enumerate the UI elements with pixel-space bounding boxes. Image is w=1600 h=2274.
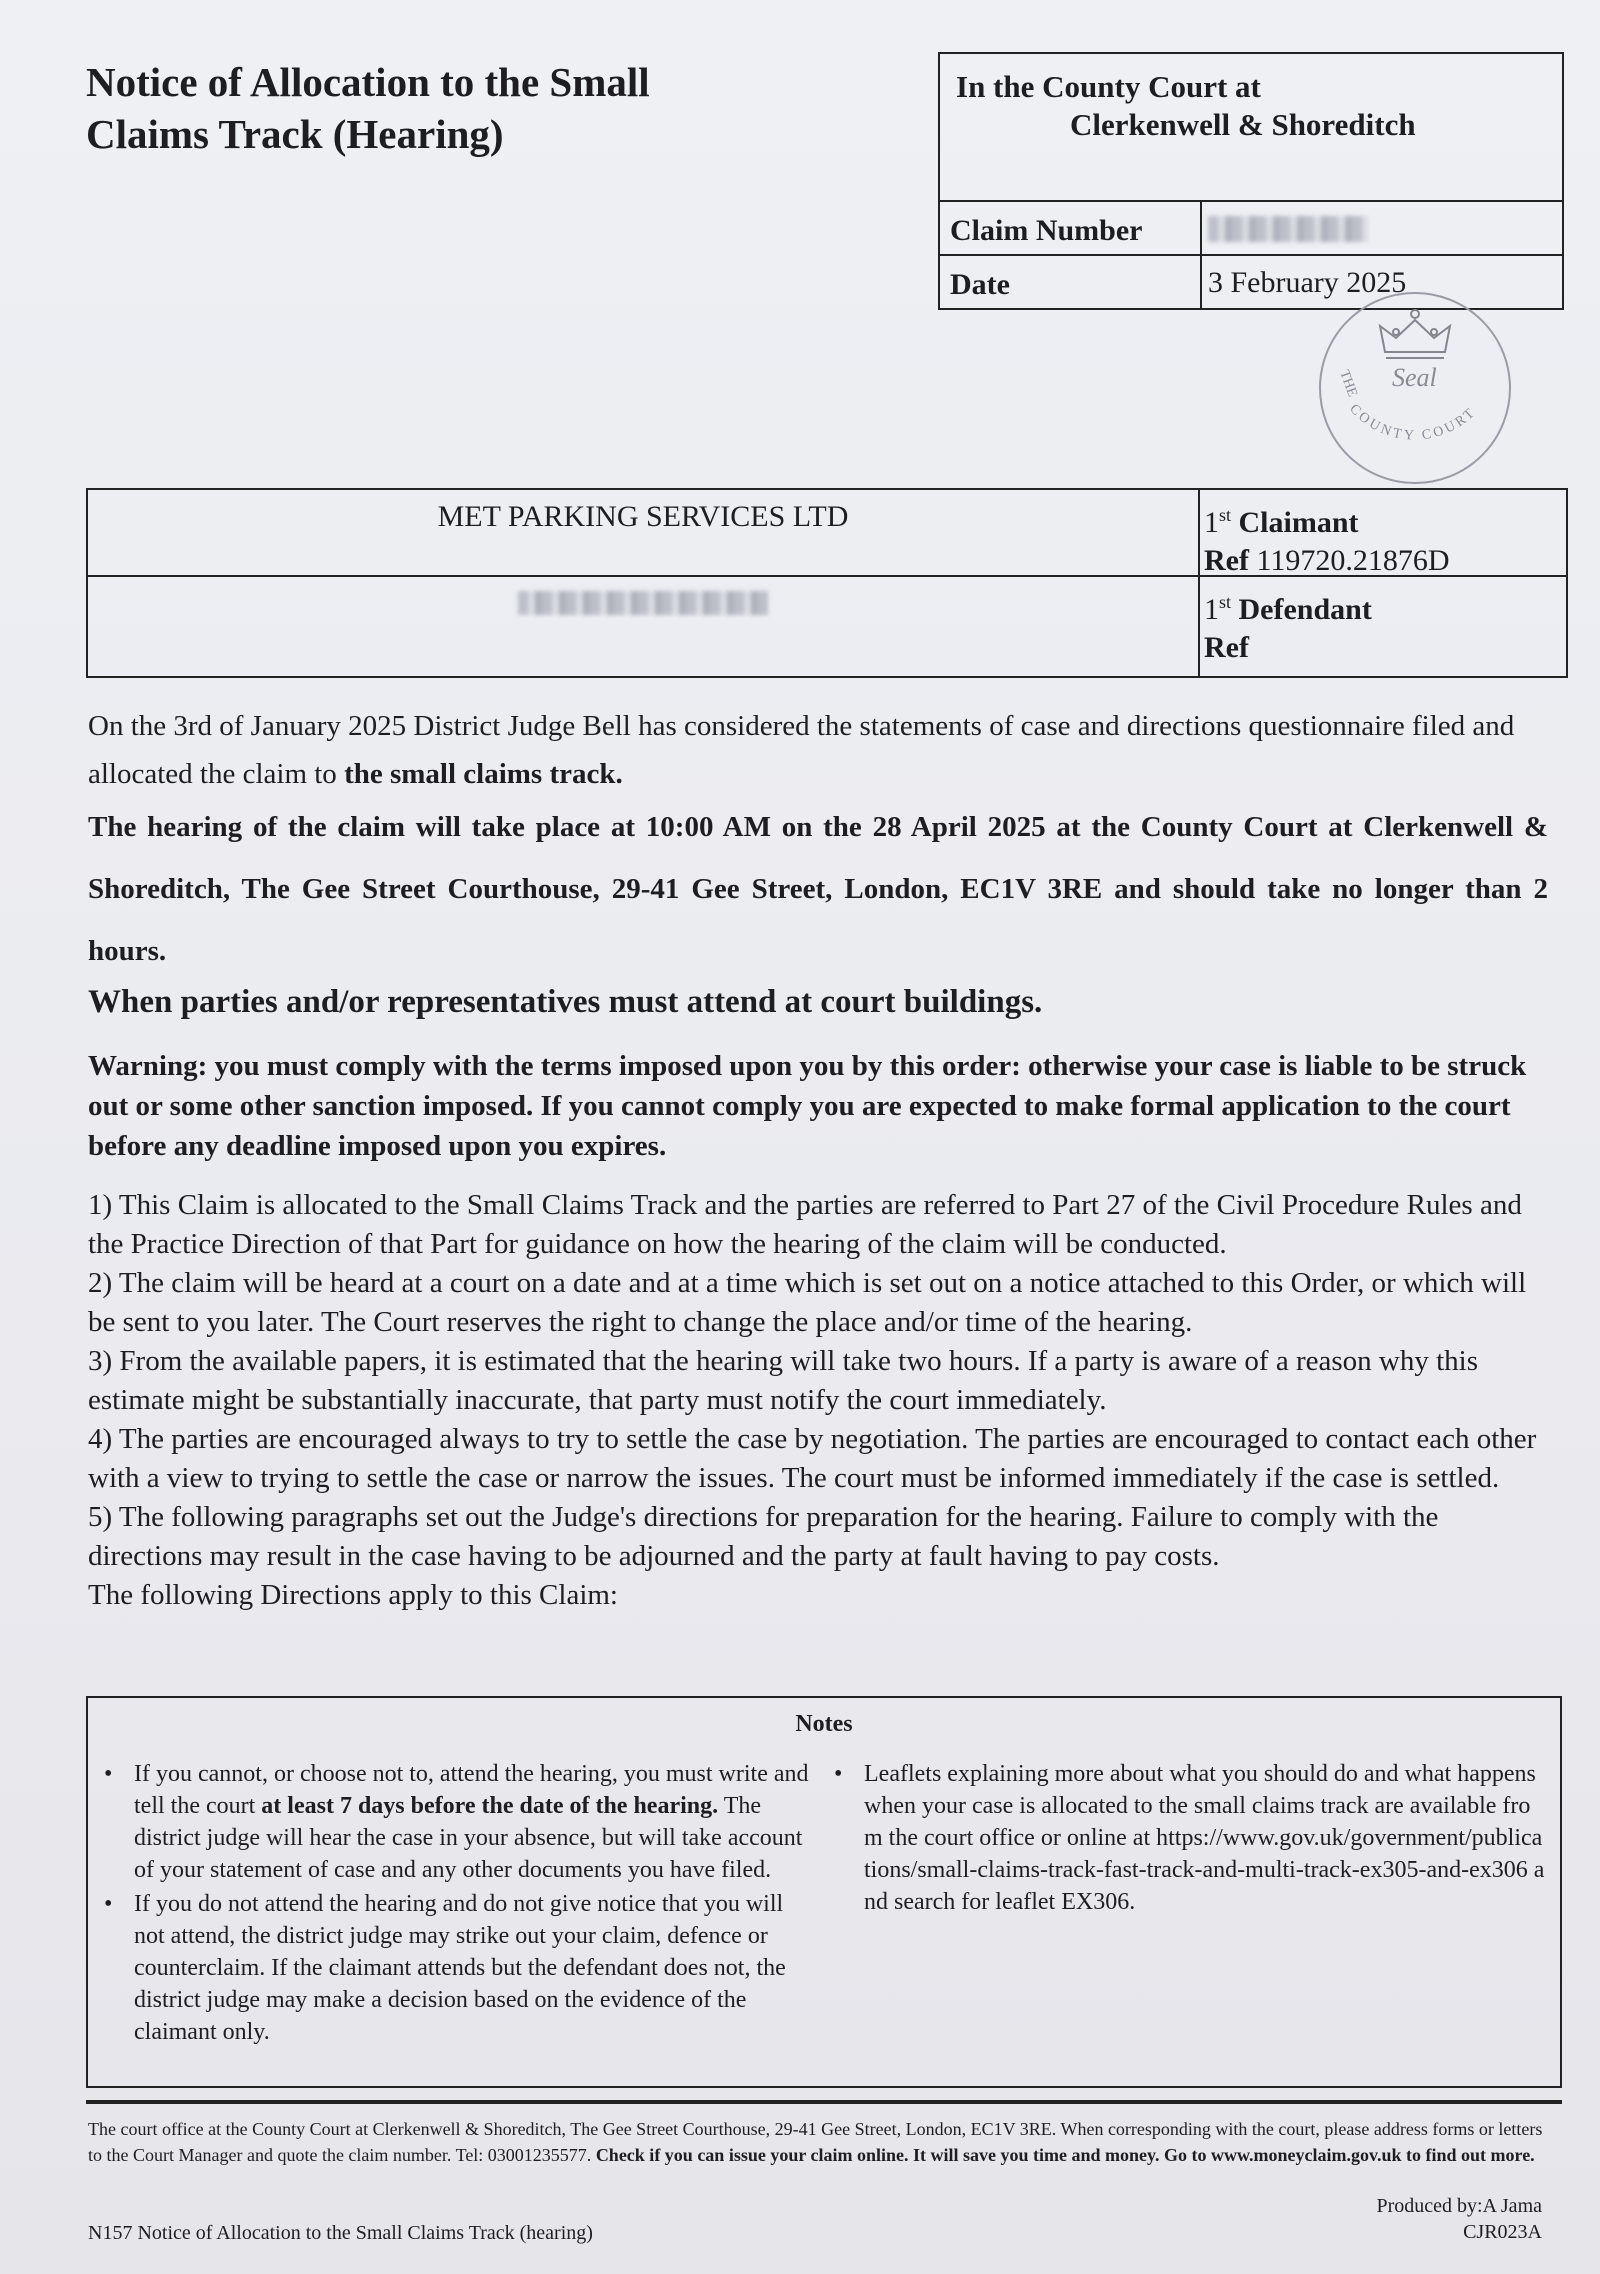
date-label: Date — [940, 256, 1202, 308]
directions-closing: The following Directions apply to this Claim: — [88, 1579, 618, 1611]
footer-rule — [86, 2100, 1562, 2104]
court-seal — [1312, 292, 1518, 490]
claimant-row — [88, 490, 1566, 577]
direction-item: 2) The claim will be heard at a court on a date and at a time which is set out on a notice attached to this Order, or which will be sent to you later. The Court reserves the right to change the place and/or time of the hearing. — [88, 1267, 1527, 1338]
date-value: 3 February 2025 — [1208, 266, 1407, 299]
direction-item: 5) The following paragraphs set out the Judge's directions for preparation for the hearing. Failure to comply with the directions may result in the case having to be adjourned and the party at fault having to pay costs. — [88, 1501, 1439, 1572]
warning-paragraph: Warning: you must comply with the terms imposed upon you by this order: otherwise your case is liable to be struck out or some other sanction imposed. If you cannot comply you are expected to make formal application to the court before any deadline imposed upon you expires. — [88, 1050, 1527, 1162]
notes-left-column — [98, 1758, 818, 2050]
direction-item: 3) From the available papers, it is estimated that the hearing will take two hours. If a party is aware of a reason why this estimate might be substantially inaccurate, that party must notify the court immediately. — [88, 1345, 1478, 1416]
allocation-paragraph: On the 3rd of January 2025 District Judge Bell has considered the statements of case and directions questionnaire filed and allocated the claim to the small claims track. — [88, 710, 1515, 790]
defendant-name — [88, 577, 1200, 676]
direction-item: 1) This Claim is allocated to the Small Claims Track and the parties are referred to Part 27 of the Civil Procedure Rules and the Practice Direction of that Part for guidance on how the hearing of the claim will be conducted. — [88, 1189, 1522, 1260]
parties-table — [86, 488, 1568, 678]
produced-by: Produced by:A Jama CJR023A — [1376, 2195, 1542, 2243]
attendance-heading: When parties and/or representatives must attend at court buildings. — [88, 984, 1043, 1020]
hearing-paragraph: The hearing of the claim will take place at 10:00 AM on the 28 April 2025 at the County Court at Clerkenwell & Shoreditch, The Gee Street Courthouse, 29-41 Gee Street, London, EC1V 3RE and should take no longer than 2 hours. — [88, 811, 1548, 967]
claimant-role: 1st Claimant Ref 119720.21876D — [1204, 505, 1450, 577]
notes-right-column — [828, 1758, 1548, 1920]
note-item: • If you do not attend the hearing and do not give notice that you will not attend, the district judge may strike out your claim, defence or counterclaim. If the claimant attends but the defendant does not, the district judge may make a decision based on the evidence of the claimant only. — [134, 1888, 818, 2048]
defendant-row — [88, 577, 1566, 676]
form-code: CJR023A — [1463, 2221, 1542, 2243]
notes-box — [86, 1696, 1562, 2088]
directions-list — [88, 1186, 1548, 1615]
court-details-box — [938, 52, 1564, 310]
note-item: • If you cannot, or choose not to, attend the hearing, you must write and tell the court at least 7 days before the date of the hearing. The district judge will hear the case in your absence, but will take account of your statement of case and any other documents you have filed. — [134, 1758, 818, 1886]
redacted-claim-number — [1208, 216, 1368, 242]
seal-text: Seal — [1392, 363, 1437, 392]
court-heading — [940, 54, 1562, 202]
direction-item: 4) The parties are encouraged always to try to settle the case by negotiation. The parties are encouraged to contact each other with a view to trying to settle the case or narrow the issues. The court must be informed immediately if the case is settled. — [88, 1423, 1537, 1494]
footer-text: The court office at the County Court at Clerkenwell & Shoreditch, The Gee Street Courthouse, 29-41 Gee Street, London, EC1V 3RE. When corresponding with the court, please address forms or letters to the Court Manager and quote the claim number. Tel: 03001235577. Check if you can issue your claim online. It will save you time and money. Go to www.moneyclaim.gov.uk to find out more. — [88, 2119, 1543, 2165]
notes-title: Notes — [795, 1711, 853, 1737]
crown-icon — [1380, 310, 1450, 358]
claim-number-label: Claim Number — [940, 202, 1202, 254]
claimant-ref: 119720.21876D — [1256, 544, 1450, 577]
note-item: • Leaflets explaining more about what you should do and what happens when your case is allocated to the small claims track are available from the court office or online at https://www.gov.uk/government/publications/small-claims-track-fast-track-and-multi-track-ex305-and-ex306 and search for leaflet EX306. — [864, 1758, 1548, 1918]
seal-county-court: COUNTY COURT — [1346, 401, 1480, 444]
court-name: Clerkenwell & Shoreditch — [1070, 107, 1416, 142]
document-title: Notice of Allocation to the Small Claims Track (Hearing) — [86, 59, 650, 157]
claim-number-row — [940, 202, 1562, 256]
redacted-defendant-name — [518, 591, 768, 615]
seal-the: THE — [1336, 368, 1360, 399]
form-reference: N157 Notice of Allocation to the Small Claims Track (hearing) — [88, 2222, 593, 2244]
claimant-name: MET PARKING SERVICES LTD — [88, 490, 1200, 575]
court-line-1: In the County Court at — [956, 69, 1261, 104]
claim-number-value — [1202, 202, 1562, 254]
defendant-role: 1st Defendant Ref — [1204, 592, 1372, 664]
